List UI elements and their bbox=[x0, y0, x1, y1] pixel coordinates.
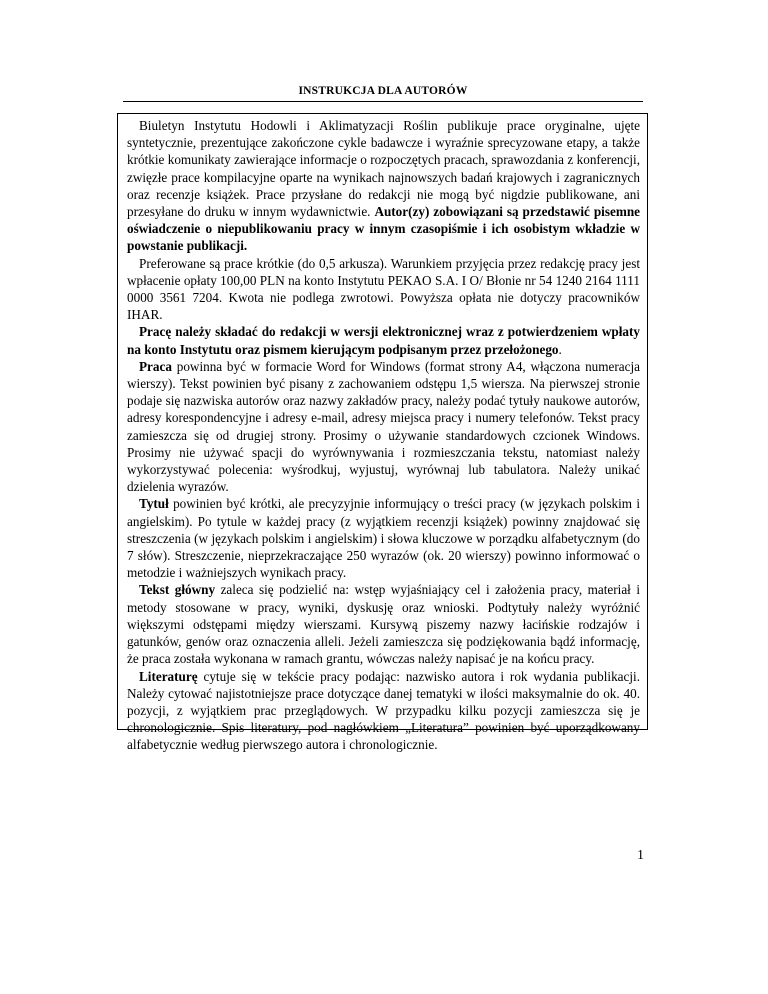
paragraph-literature bbox=[127, 668, 640, 754]
page-title: INSTRUKCJA DLA AUTORÓW bbox=[298, 85, 468, 97]
paragraph-format bbox=[127, 358, 640, 496]
title-underline bbox=[123, 101, 643, 102]
title-term: Tytuł bbox=[139, 496, 169, 512]
paragraph-intro bbox=[127, 117, 640, 255]
format-text: powinna być w formacie Word for Windows (format strony A4, włączona numeracja wierszy). Tekst powinien być pisany z zachowaniem odstępu 1,5 wiersza. Na pierwszej stronie podaje się nazwiska autorów oraz nazwy zakładów pracy, należy podać tytuły naukowe autorów, adresy korespondencyjne i adresy e-mail, adresy miejsca pracy i numery telefonów. Tekst pracy zamieszcza się od drugiej strony. Prosimy o używanie standardowych czcionek Windows. Prosimy nie używać spacji do wyrównywania i rozmieszczania tekstu, natomiast należy wykorzystywać polecenia: wyśrodkuj, wyjustuj, wyrównaj lub tabulatora. Należy unikać dzielenia wyrazów. bbox=[127, 358, 640, 495]
paragraph-main-text bbox=[127, 581, 640, 667]
literature-term: Literaturę bbox=[139, 668, 198, 684]
paragraph-fee bbox=[127, 255, 640, 324]
paragraph-submission bbox=[127, 323, 640, 357]
literature-text: cytuje się w tekście pracy podając: nazwisko autora i rok wydania publikacji. Należy cytować najistotniejsze prace dotyczące danej tematyki w ilości maksymalnie do ok. 40. pozycji, z wyjątkiem prac przeglądowych. W przypadku kilku pozycji zamieszcza się je chronologicznie. Spis literatury, pod nagłówkiem „Literatura” powinien być uporządkowany alfabetycznie według pierwszego autora i chronologicznie. bbox=[127, 668, 640, 753]
main-text-term: Tekst główny bbox=[139, 582, 216, 598]
paragraph-title-rules bbox=[127, 495, 640, 581]
page-number: 1 bbox=[637, 848, 644, 863]
title-rules-text: powinien być krótki, ale precyzyjnie informujący o treści pracy (w językach polskim i angielskim). Po tytule w każdej pracy (z wyjątkiem recenzji książek) powinny znajdować się streszczenia (w językach polskim i angielskim) i słowa kluczowe w porządku alfabetycznym (do 7 słów). Streszczenie, nieprzekraczające 250 wyrazów (ok. 20 wierszy) powinno informować o metodzie i ważniejszych wynikach pracy. bbox=[127, 496, 640, 581]
fee-text: Preferowane są prace krótkie (do 0,5 arkusza). Warunkiem przyjęcia przez redakcję pracy jest wpłacenie opłaty 100,00 PLN na konto Instytutu PEKAO S.A. I O/ Błonie nr 54 1240 2164 1111 0000 3561 7204. Kwota nie podlega zwrotowi. Powyższa opłata nie dotyczy pracowników IHAR. bbox=[127, 255, 640, 323]
submission-bold-text: Pracę należy składać do redakcji w wersji elektronicznej wraz z potwierdzeniem wpłaty na konto Instytutu oraz pismem kierującym podpisanym przez przełożonego bbox=[127, 324, 640, 357]
intro-text: Biuletyn Instytutu Hodowli i Aklimatyzacji Roślin publikuje prace oryginalne, ujęte syntetycznie, prezentujące zakończone cykle badawcze i wyraźnie sprecyzowane etapy, a także krótkie komunikaty zawierające informacje o rozpoczętych pracach, sprawozdania z konferencji, zwięzłe prace kompilacyjne oparte na wynikach najnowszych badań krajowych i zagranicznych oraz recenzje książek. Prace przysłane do redakcji nie mogą być nigdzie publikowane, ani przesyłane do druku w innym wydawnictwie. bbox=[127, 118, 640, 220]
format-term: Praca bbox=[139, 358, 172, 374]
instructions-box bbox=[117, 113, 648, 753]
submission-period: . bbox=[558, 341, 562, 357]
intro-bold-statement: Autor(zy) zobowiązani są przedstawić pisemne oświadczenie o niepublikowaniu pracy w innym czasopiśmie i ich osobistym wkładzie w powstanie publikacji. bbox=[127, 204, 641, 254]
main-text-rules: zaleca się podzielić na: wstęp wyjaśniający cel i założenia pracy, materiał i metody stosowane w pracy, wyniki, dyskusję oraz wnioski. Podtytuły należy wyróżnić większymi odstępami między wierszami. Kursywą piszemy nazwy łacińskie rodzajów i gatunków, genów oraz oznaczenia alleli. Jeżeli zamieszcza się podziękowania bądź informację, że praca została wykonana w ramach grantu, wówczas należy napisać je na końcu pracy. bbox=[127, 582, 640, 667]
